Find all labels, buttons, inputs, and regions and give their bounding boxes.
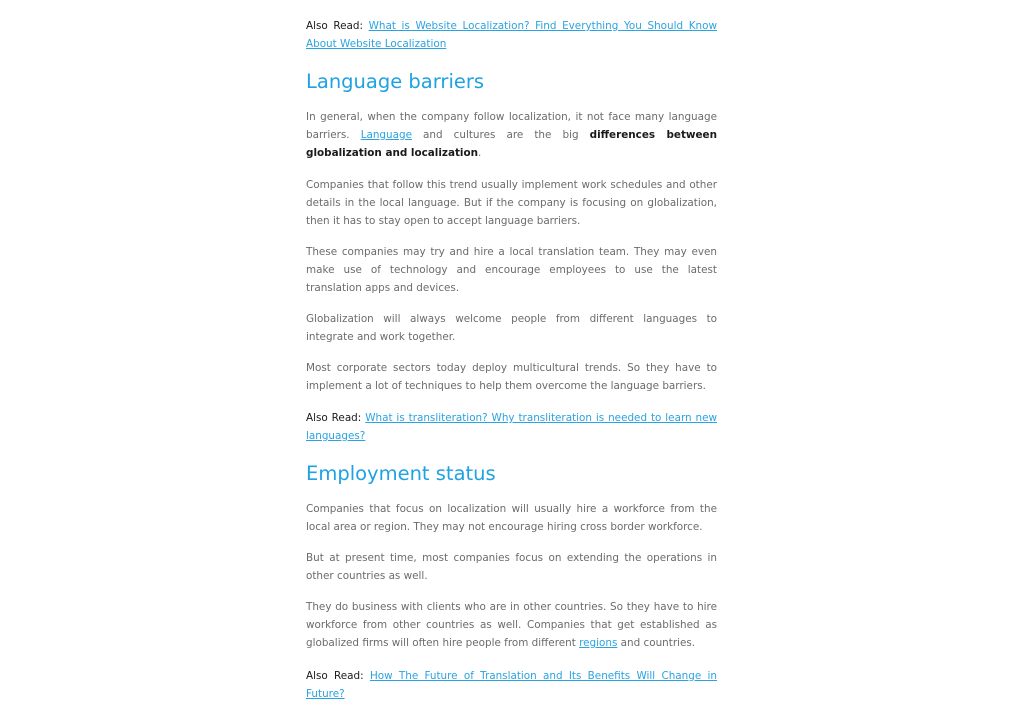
text-segment: . xyxy=(478,147,482,159)
text-segment: In general, when the company follow localization, it not face many language barriers. xyxy=(306,111,717,141)
paragraph-language-1 xyxy=(306,108,717,162)
heading-employment-status: Employment status xyxy=(306,462,496,485)
paragraph-language-4: Globalization will always welcome people from different languages to integrate and work together. xyxy=(306,313,717,343)
also-read-label: Also Read: xyxy=(306,20,363,32)
also-read-link-3[interactable]: How The Future of Translation and Its Benefits Will Change in Future? xyxy=(306,670,717,700)
regions-link[interactable]: regions xyxy=(579,637,618,649)
paragraph-employment-2: But at present time, most companies focus on extending the operations in other countries as well. xyxy=(306,552,717,582)
also-read-link-2[interactable]: What is transliteration? Why transliteration is needed to learn new languages? xyxy=(306,412,718,442)
bold-phrase: differences between globalization and localization xyxy=(306,129,718,159)
paragraph-language-2: Companies that follow this trend usually implement work schedules and other details in the local language. But if the company is focusing on globalization, then it has to stay open to accept language barriers. xyxy=(306,179,717,227)
text-segment: and countries. xyxy=(617,637,696,649)
also-read-3 xyxy=(306,667,717,703)
also-read-2 xyxy=(306,409,717,445)
also-read-link-1[interactable]: What is Website Localization? Find Everything You Should Know About Website Localization xyxy=(306,20,717,50)
language-link[interactable]: Language xyxy=(360,129,412,141)
paragraph-language-5: Most corporate sectors today deploy multicultural trends. So they have to implement a lot of techniques to help them overcome the language barriers. xyxy=(306,362,717,392)
paragraph-employment-3 xyxy=(306,598,717,652)
text-segment: and cultures are the big xyxy=(411,129,590,141)
also-read-label: Also Read: xyxy=(306,412,362,424)
text-segment: They do business with clients who are in other countries. So they have to hire workforce from other countries as well. Companies that get established as globalized firms will often hire people from different xyxy=(306,601,717,649)
paragraph-language-3: These companies may try and hire a local translation team. They may even make use of technology and encourage employees to use the latest translation apps and devices. xyxy=(306,246,717,294)
also-read-label: Also Read: xyxy=(306,670,364,682)
heading-language-barriers: Language barriers xyxy=(306,70,485,93)
also-read-1 xyxy=(306,17,717,53)
paragraph-employment-1: Companies that focus on localization will usually hire a workforce from the local area or region. They may not encourage hiring cross border workforce. xyxy=(306,503,717,533)
